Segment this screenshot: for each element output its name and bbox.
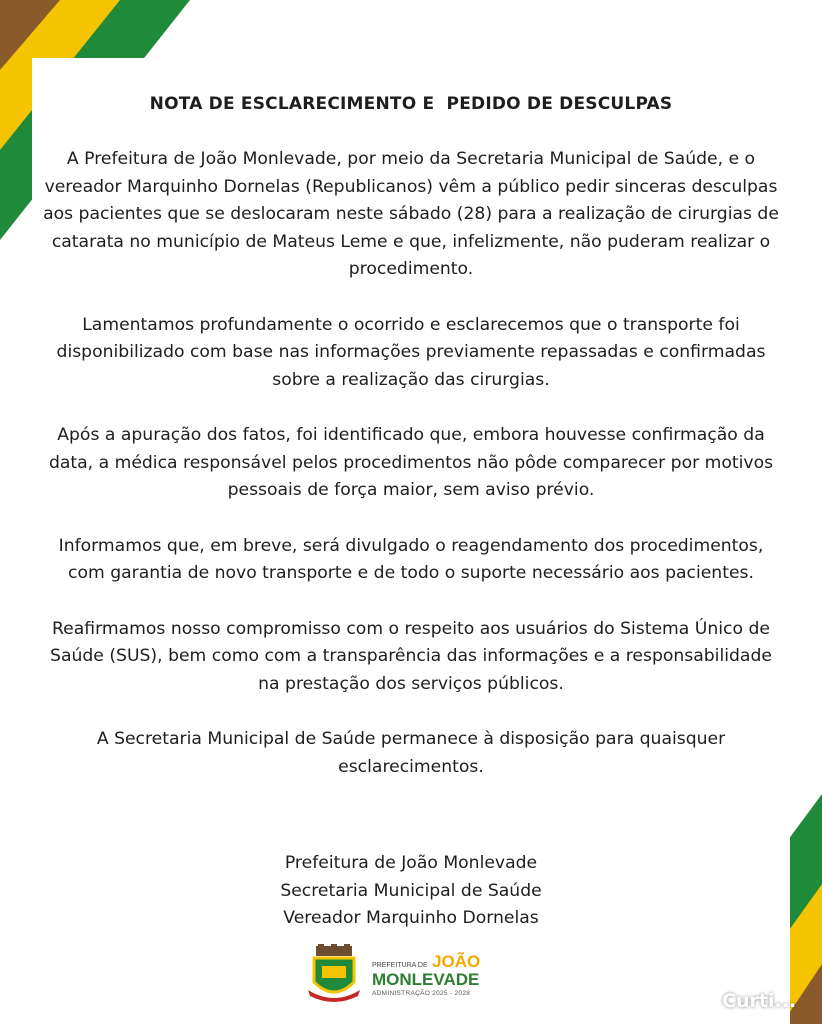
note-card: [32, 58, 790, 1024]
note-body: [42, 146, 780, 809]
paragraph: Informamos que, em breve, será divulgado o reagendamento dos procedimentos, com garantia de novo transporte e de todo o suporte necessário aos pacientes.: [58, 535, 764, 583]
paragraph: Após a apuração dos fatos, foi identificado que, embora houvesse confirmação da data, a médica responsável pelos procedimentos não pôde comparecer por motivos pessoais de força maior, sem aviso prévio.: [48, 425, 774, 500]
signature-line: Prefeitura de João Monlevade: [284, 853, 538, 873]
like-label[interactable]: Curti...: [722, 990, 797, 1012]
signature-line: Secretaria Municipal de Saúde: [280, 880, 542, 901]
heart-outline-icon[interactable]: [732, 916, 784, 964]
paragraph: A Secretaria Municipal de Saúde permanece à disposição para quaisquer esclarecimentos.: [96, 729, 726, 777]
paragraph: Lamentamos profundamente o ocorrido e esclarecemos que o transporte foi disponibilizado com base nas informações previamente repassadas e confirmadas sobre a realização das cirurgias.: [56, 314, 766, 390]
logo-text: [372, 952, 480, 997]
prefeitura-logo: [302, 944, 502, 1004]
note-title: NOTA DE ESCLARECIMENTO E PEDIDO DE DESCULPAS: [149, 94, 673, 114]
paragraph: Reafirmamos nosso compromisso com o respeito aos usuários do Sistema Único de Saúde (SUS), bem como com a transparência das informações e a responsabilidade na prestação dos serviços públicos.: [50, 618, 772, 694]
logo-administration: ADMINISTRAÇÃO 2025 - 2028: [372, 989, 471, 997]
logo-city-top: JOÃO: [432, 951, 481, 971]
logo-prefix: PREFEITURA DE: [372, 961, 428, 969]
signature-block: [32, 850, 790, 933]
logo-city-bottom: MONLEVADE: [372, 969, 480, 989]
paragraph: A Prefeitura de João Monlevade, por meio da Secretaria Municipal de Saúde, e o vereador Marquinho Dornelas (Republicanos) vêm a público pedir sinceras desculpas aos pacientes que se deslocaram neste sábado (28) para a realização de cirurgias de catarata no município de Mateus Leme e que, infelizmente, não puderam realizar o procedimento.: [43, 149, 779, 279]
city-crest-icon: [302, 944, 366, 1004]
signature-line: Vereador Marquinho Dornelas: [283, 908, 539, 928]
